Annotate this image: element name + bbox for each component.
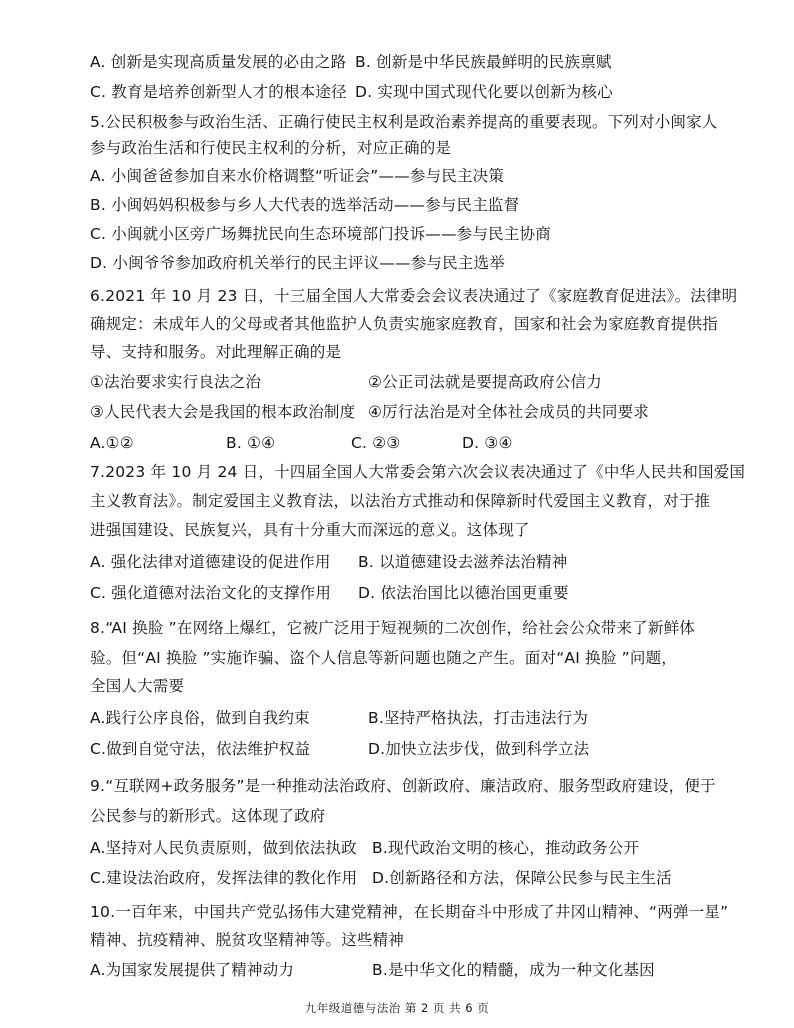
q8-option-b: B.坚持严格执法，打击违法行为	[368, 709, 589, 727]
q6-item-1: ①法治要求实行良法之治	[90, 373, 262, 391]
page-footer: 九年级道德与法治 第 2 页 共 6 页	[304, 1001, 490, 1015]
q9-stem-line-2: 公民参与的新形式。这体现了政府	[90, 807, 326, 825]
q6-stem-line-2: 确规定：未成年人的父母或者其他监护人负责实施家庭教育，国家和社会为家庭教育提供指	[90, 315, 719, 333]
q8-option-a: A.践行公序良俗，做到自我约束	[90, 709, 310, 727]
q5-option-b: B. 小闽妈妈积极参与乡人大代表的选举活动——参与民主监督	[90, 196, 520, 214]
q6-option-a: A.①②	[90, 434, 134, 452]
q4-option-a: A. 创新是实现高质量发展的必由之路	[90, 53, 347, 71]
q4-option-c: C. 教育是培养创新型人才的根本途径	[90, 83, 347, 101]
q7-stem-line-3: 进强国建设、民族复兴，具有十分重大而深远的意义。这体现了	[90, 521, 530, 539]
q8-stem-line-2: 验。但“AI 换脸 ”实施诈骗、盗个人信息等新问题也随之产生。面对“AI 换脸 ”问题，	[90, 649, 677, 667]
q7-stem-line-1: 7.2023 年 10 月 24 日，十四届全国人大常委会第六次会议表决通过了《中华人民共和国爱国	[90, 463, 746, 481]
q6-stem-line-1: 6.2021 年 10 月 23 日，十三届全国人大常委会会议表决通过了《家庭教育促进法》。法律明	[90, 287, 738, 305]
q7-stem-line-2: 主义教育法》。制定爱国主义教育法，以法治方式推动和保障新时代爱国主义教育，对于推	[90, 492, 711, 510]
q8-option-d: D.加快立法步伐，做到科学立法	[368, 740, 590, 758]
q10-option-a: A.为国家发展提供了精神动力	[90, 961, 295, 979]
q10-stem-line-2: 精神、抗疫精神、脱贫攻坚精神等。这些精神	[90, 931, 405, 949]
q6-item-4: ④厉行法治是对全体社会成员的共同要求	[368, 403, 649, 421]
q4-option-d: D. 实现中国式现代化要以创新为核心	[355, 83, 613, 101]
q5-option-a: A. 小闽爸爸参加自来水价格调整“听证会”——参与民主决策	[90, 167, 505, 185]
q8-option-c: C.做到自觉守法，依法维护权益	[90, 740, 311, 758]
q9-option-d: D.创新路径和方法，保障公民参与民主生活	[372, 869, 672, 887]
q6-option-d: D. ③④	[462, 434, 513, 452]
q9-option-c: C.建设法治政府，发挥法律的教化作用	[90, 869, 358, 887]
q5-option-d: D. 小闽爷爷参加政府机关举行的民主评议——参与民主选举	[90, 254, 505, 272]
q9-stem-line-1: 9.“互联网+政务服务”是一种推动法治政府、创新政府、廉洁政府、服务型政府建设，便于	[90, 777, 716, 795]
q7-option-d: D. 依法治国比以德治国更重要	[358, 584, 569, 602]
q5-stem-line-2: 参与政治生活和行使民主权利的分析，对应正确的是	[90, 139, 452, 157]
q6-item-2: ②公正司法就是要提高政府公信力	[368, 373, 602, 391]
q10-option-b: B.是中华文化的精髓，成为一种文化基因	[372, 961, 655, 979]
q6-stem-line-3: 导、支持和服务。对此理解正确的是	[90, 343, 342, 361]
q4-option-b: B. 创新是中华民族最鲜明的民族禀赋	[355, 53, 612, 71]
q10-stem-line-1: 10.一百年来，中国共产党弘扬伟大建党精神，在长期奋斗中形成了井冈山精神、“两弹一星”	[90, 903, 729, 921]
q6-option-b: B. ①④	[226, 434, 276, 452]
q7-option-b: B. 以道德建设去滋养法治精神	[358, 553, 568, 571]
q7-option-c: C. 强化道德对法治文化的支撑作用	[90, 584, 332, 602]
q6-option-c: C. ②③	[351, 434, 401, 452]
q6-item-3: ③人民代表大会是我国的根本政治制度	[90, 403, 356, 421]
q7-option-a: A. 强化法律对道德建设的促进作用	[90, 553, 331, 571]
q5-stem-line-1: 5.公民积极参与政治生活、正确行使民主权利是政治素养提高的重要表现。下列对小闽家人	[90, 113, 718, 131]
q9-option-b: B.现代政治文明的核心，推动政务公开	[372, 839, 640, 857]
q9-option-a: A.坚持对人民负责原则，做到依法执政	[90, 839, 357, 857]
q5-option-c: C. 小闽就小区旁广场舞扰民向生态环境部门投诉——参与民主协商	[90, 225, 551, 243]
q8-stem-line-3: 全国人大需要	[90, 677, 185, 695]
q8-stem-line-1: 8.“AI 换脸 ”在网络上爆红，它被广泛用于短视频的二次创作，给社会公众带来了新鲜体	[90, 619, 695, 637]
